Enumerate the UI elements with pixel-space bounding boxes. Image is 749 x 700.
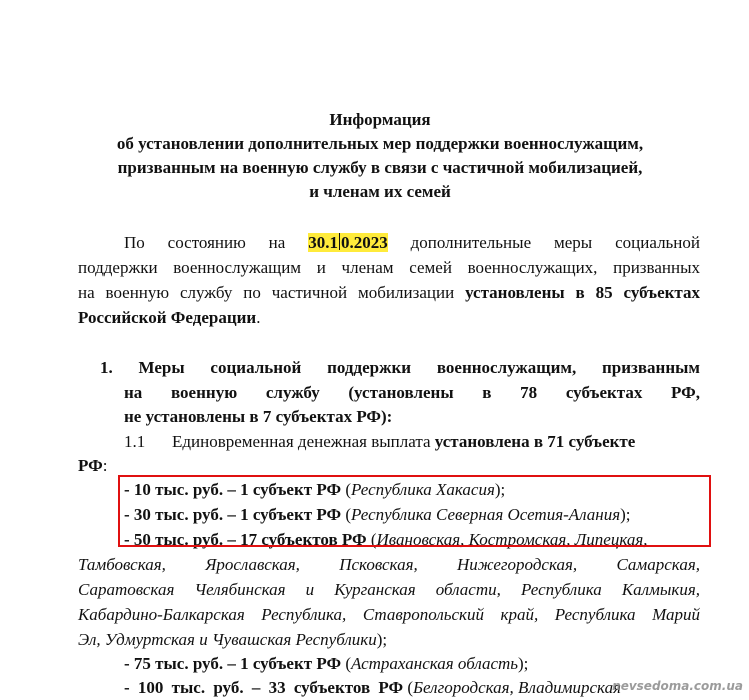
date-part-a: 30.1: [308, 233, 338, 252]
intro-line-3: [78, 281, 700, 305]
intro-line-4-end: .: [256, 308, 261, 327]
item-2-open: (: [341, 505, 351, 524]
item-1-amount: - 10 тыс. руб. – 1 субъект РФ: [124, 480, 342, 499]
item-5-regions: Белгородская, Владимирская: [413, 678, 621, 697]
section-1-line-2: на военную службу (установлены в 78 субъектах РФ,: [124, 383, 700, 402]
item-5-amount: - 100 тыс. руб. – 33 субъектов РФ: [124, 678, 404, 697]
item-5-open: (: [403, 678, 414, 697]
item-1-close: );: [494, 480, 506, 499]
section-1-line-1: 1. Меры социальной поддержки военнослужащим, призванным: [100, 358, 700, 377]
item-3-cont-2-text: Саратовская Челябинская и Курганская области, Республика Калмыкия,: [78, 580, 700, 599]
item-2-amount: - 30 тыс. руб. – 1 субъект РФ: [124, 505, 342, 524]
doc-title-line-4: и членам их семей: [309, 182, 451, 201]
item-3-cont-1-text: Тамбовская, Ярославская, Псковская, Нижегородская, Самарская,: [78, 555, 700, 574]
list-item-75k: [124, 652, 746, 676]
subsection-1-1: [124, 430, 700, 454]
site-watermark: nevsedoma.com.ua: [612, 679, 743, 693]
intro-line-4: [78, 306, 700, 330]
subsection-rf: РФ: [78, 456, 103, 475]
intro-pre: По состоянию на: [124, 233, 309, 252]
intro-line-3-bold: установлены в 85 субъектах: [465, 283, 700, 302]
item-3-open: (: [366, 530, 377, 549]
intro-line-2: поддержки военнослужащим и членам семей военнослужащих, призванных: [78, 258, 700, 277]
intro-post: дополнительные меры социальной: [387, 233, 700, 252]
subsection-number: 1.1: [124, 432, 146, 451]
item-3-continuation-1: [78, 553, 700, 577]
item-3-amount: - 50 тыс. руб. – 17 субъектов РФ: [124, 530, 367, 549]
item-4-regions: Астраханская область: [350, 654, 518, 673]
item-3-regions: Ивановская, Костромская, Липецкая,: [376, 530, 648, 549]
item-1-regions: Республика Хакасия: [350, 480, 495, 499]
item-3-cont-3-text: Кабардино-Балкарская Республика, Ставропольский край, Республика Марий: [78, 605, 700, 624]
red-highlight-box: [118, 475, 711, 547]
item-4-close: );: [518, 654, 529, 673]
intro-line-3-normal: на военную службу по частичной мобилизации: [78, 283, 466, 302]
subsection-colon: :: [102, 456, 108, 475]
intro-line-1: [78, 231, 700, 255]
intro-line-4-bold: Российской Федерации: [78, 308, 257, 327]
highlighted-date: [308, 233, 388, 252]
item-3-continuation-2: [78, 578, 700, 602]
item-3-cont-4-end: );: [376, 630, 388, 649]
subsection-bold: установлена в 71 субъекте: [434, 432, 636, 451]
doc-title-line-3: призванным на военную службу в связи с частичной мобилизацией,: [117, 158, 643, 177]
item-2-close: );: [620, 505, 631, 524]
section-1-line-3: не установлены в 7 субъектах РФ):: [124, 407, 393, 426]
item-3-continuation-4: [78, 628, 700, 652]
item-2-regions: Республика Северная Осетия-Алания: [350, 505, 621, 524]
item-4-open: (: [341, 654, 351, 673]
date-part-b: 0.2023: [340, 233, 388, 252]
item-4-amount: - 75 тыс. руб. – 1 субъект РФ: [124, 654, 342, 673]
doc-title-line-2: об установлении дополнительных мер поддержки военнослужащим,: [116, 134, 644, 153]
doc-title-line-1: Информация: [329, 110, 431, 129]
subsection-text: Единовременная денежная выплата: [172, 432, 435, 451]
item-1-open: (: [341, 480, 351, 499]
item-3-cont-4-text: Эл, Удмуртская и Чувашская Республики: [78, 630, 377, 649]
item-3-continuation-3: [78, 603, 700, 627]
text-cursor: [339, 233, 340, 250]
